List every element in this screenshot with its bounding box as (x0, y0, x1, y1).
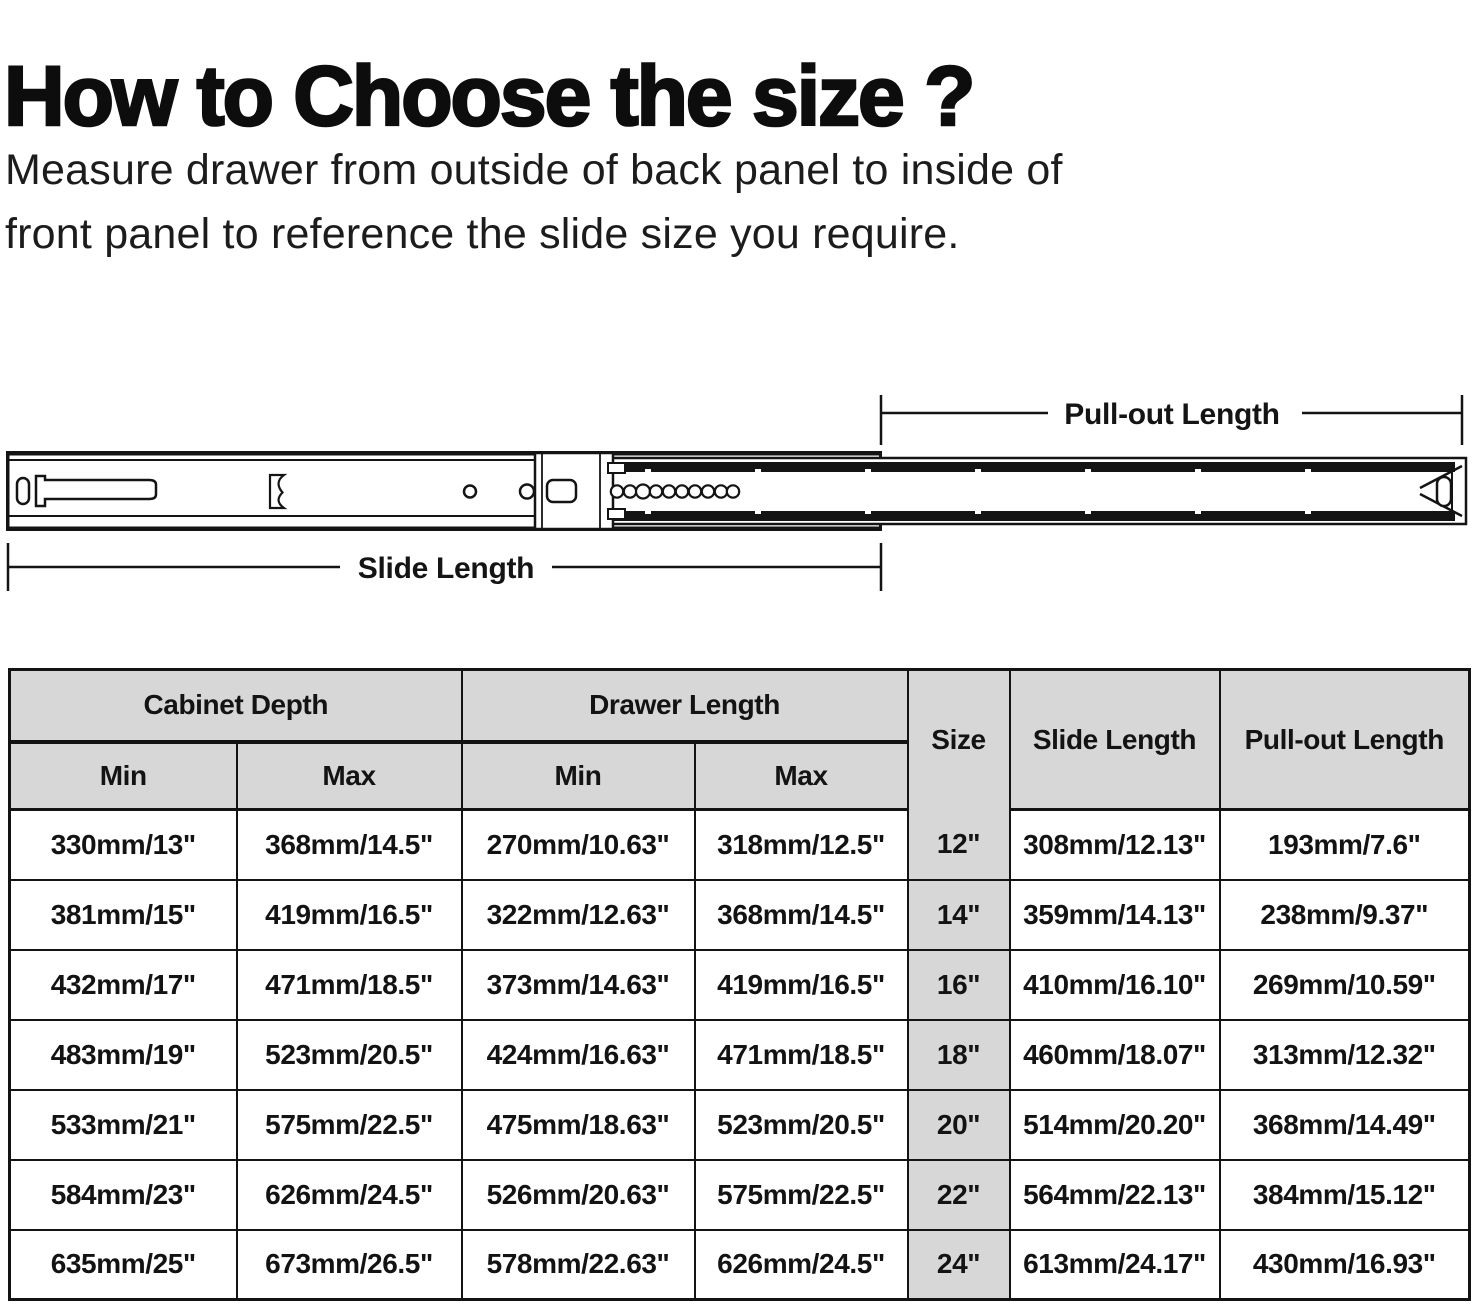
header-drawer-max: Max (695, 742, 908, 810)
cell-cabinet-min: 533mm/21" (10, 1090, 237, 1160)
header-drawer-min: Min (462, 742, 695, 810)
cell-size: 16" (908, 950, 1010, 1020)
cell-cabinet-min: 330mm/13" (10, 810, 237, 880)
header-drawer-length: Drawer Length (462, 670, 908, 742)
cell-drawer-max: 626mm/24.5" (695, 1230, 908, 1300)
cell-size: 20" (908, 1090, 1010, 1160)
table-row (10, 1020, 1470, 1090)
cell-cabinet-min: 381mm/15" (10, 880, 237, 950)
cell-drawer-min: 322mm/12.63" (462, 880, 695, 950)
cell-pull-out-length: 368mm/14.49" (1220, 1090, 1470, 1160)
cell-drawer-max: 575mm/22.5" (695, 1160, 908, 1230)
subtitle (5, 138, 1063, 266)
cell-drawer-min: 526mm/20.63" (462, 1160, 695, 1230)
latch-top-prong (608, 463, 625, 473)
cell-cabinet-max: 419mm/16.5" (237, 880, 462, 950)
table-row (10, 950, 1470, 1020)
cell-slide-length: 460mm/18.07" (1010, 1020, 1220, 1090)
cell-size: 24" (908, 1230, 1010, 1300)
table-row (10, 880, 1470, 950)
size-spec-table (8, 668, 1471, 1301)
cell-cabinet-min: 483mm/19" (10, 1020, 237, 1090)
cell-drawer-max: 419mm/16.5" (695, 950, 908, 1020)
cell-pull-out-length: 238mm/9.37" (1220, 880, 1470, 950)
cell-pull-out-length: 193mm/7.6" (1220, 810, 1470, 880)
header-pull-out-length: Pull-out Length (1220, 670, 1470, 810)
header-cabinet-max: Max (237, 742, 462, 810)
cell-cabinet-min: 635mm/25" (10, 1230, 237, 1300)
cell-cabinet-max: 523mm/20.5" (237, 1020, 462, 1090)
cell-cabinet-min: 432mm/17" (10, 950, 237, 1020)
cell-cabinet-max: 626mm/24.5" (237, 1160, 462, 1230)
cell-slide-length: 514mm/20.20" (1010, 1090, 1220, 1160)
cell-drawer-min: 270mm/10.63" (462, 810, 695, 880)
cell-drawer-max: 318mm/12.5" (695, 810, 908, 880)
cell-size: 14" (908, 880, 1010, 950)
cell-pull-out-length: 384mm/15.12" (1220, 1160, 1470, 1230)
header-cabinet-min: Min (10, 742, 237, 810)
cell-size: 22" (908, 1160, 1010, 1230)
outer-rail-bottom-edge (6, 527, 882, 532)
cell-drawer-max: 523mm/20.5" (695, 1090, 908, 1160)
cell-drawer-min: 424mm/16.63" (462, 1020, 695, 1090)
cell-slide-length: 308mm/12.13" (1010, 810, 1220, 880)
table-row (10, 1160, 1470, 1230)
inner-rail-bottom-band (565, 511, 1455, 521)
slide-length-label: Slide Length (357, 552, 535, 585)
cell-slide-length: 564mm/22.13" (1010, 1160, 1220, 1230)
cell-drawer-min: 578mm/22.63" (462, 1230, 695, 1300)
table-row (10, 1090, 1470, 1160)
table-row (10, 810, 1470, 880)
oval-hole (17, 478, 29, 504)
cell-slide-length: 613mm/24.17" (1010, 1230, 1220, 1300)
drawer-slide-diagram (0, 385, 1476, 607)
outer-rail-left-edge (6, 451, 10, 531)
cell-cabinet-max: 575mm/22.5" (237, 1090, 462, 1160)
subtitle-line-1: Measure drawer from outside of back panel to inside of (5, 146, 1063, 194)
page-title: How to Choose the size ? (4, 49, 974, 144)
cell-drawer-max: 368mm/14.5" (695, 880, 908, 950)
cell-drawer-min: 373mm/14.63" (462, 950, 695, 1020)
cell-slide-length: 410mm/16.10" (1010, 950, 1220, 1020)
cell-drawer-max: 471mm/18.5" (695, 1020, 908, 1090)
end-cap-oval-hole (1437, 477, 1451, 506)
table-row (10, 1230, 1470, 1300)
cell-size: 18" (908, 1020, 1010, 1090)
cell-slide-length: 359mm/14.13" (1010, 880, 1220, 950)
latch-bottom-prong (608, 509, 625, 519)
outer-rail-top-edge (6, 451, 882, 456)
cell-cabinet-max: 368mm/14.5" (237, 810, 462, 880)
cell-pull-out-length: 430mm/16.93" (1220, 1230, 1470, 1300)
header-size: Size (908, 670, 1010, 810)
header-slide-length: Slide Length (1010, 670, 1220, 810)
latch-hole (547, 480, 576, 502)
cell-drawer-min: 475mm/18.63" (462, 1090, 695, 1160)
cell-size: 12" (908, 810, 1010, 880)
header-cabinet-depth: Cabinet Depth (10, 670, 462, 742)
cell-pull-out-length: 313mm/12.32" (1220, 1020, 1470, 1090)
cell-pull-out-length: 269mm/10.59" (1220, 950, 1470, 1020)
cell-cabinet-min: 584mm/23" (10, 1160, 237, 1230)
subtitle-line-2: front panel to reference the slide size you require. (5, 210, 960, 258)
round-hole (464, 486, 476, 498)
cell-cabinet-max: 673mm/26.5" (237, 1230, 462, 1300)
pull-out-length-label: Pull-out Length (1064, 398, 1280, 431)
inner-rail-top-band (565, 462, 1455, 472)
round-hole (520, 485, 534, 499)
cell-cabinet-max: 471mm/18.5" (237, 950, 462, 1020)
